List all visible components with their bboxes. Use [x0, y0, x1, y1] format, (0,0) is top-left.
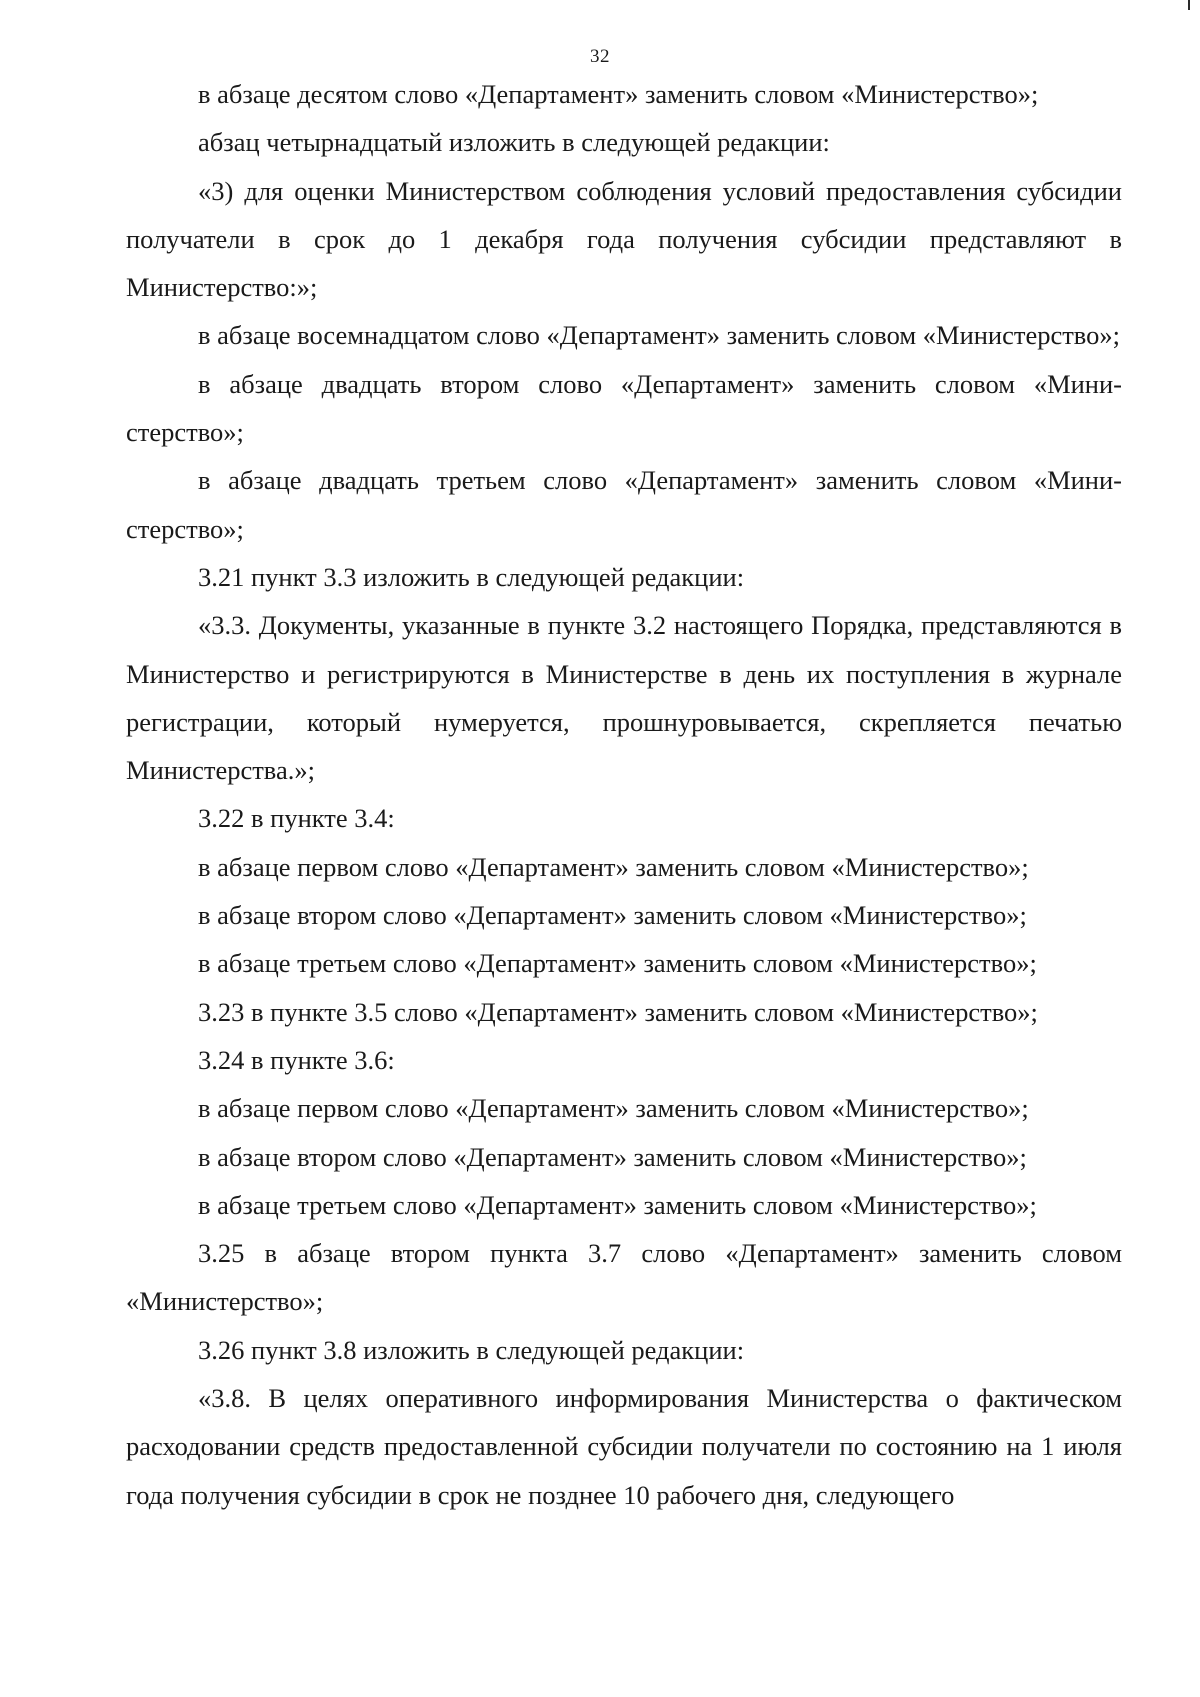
- paragraph: в абзаце третьем слово «Департамент» заменить словом «Министерство»;: [198, 948, 1037, 979]
- paragraph: абзац четырнадцатый изложить в следующей редакции:: [198, 127, 830, 158]
- paragraph: 3.23 в пункте 3.5 слово «Департамент» заменить словом «Министерство»;: [198, 996, 1038, 1027]
- paragraph: в абзаце десятом слово «Департамент» заменить словом «Министерство»;: [198, 79, 1039, 109]
- paragraph: 3.22 в пункте 3.4:: [198, 803, 395, 834]
- paragraph: в абзаце двадцать втором слово «Департамент» заменить словом «Министерство»;: [126, 368, 1122, 448]
- paragraph: в абзаце двадцать третьем слово «Департамент» заменить словом «Министерство»;: [126, 465, 1122, 544]
- paragraph: 3.21 пункт 3.3 изложить в следующей редакции:: [198, 561, 745, 592]
- scan-edge-mark: [1188, 0, 1190, 10]
- paragraph: «3.8. В целях оперативного информирования Министерства о фактическом расходовании средств предоставленной субсидии получатели по состоянию на 1 июля года получения субсидии в срок не позднее 10 рабочего дня, следующего: [126, 1383, 1122, 1510]
- paragraph: в абзаце первом слово «Департамент» заменить словом «Министерство»;: [198, 851, 1029, 882]
- paragraph: 3.25 в абзаце втором пункта 3.7 слово «Департамент» заменить словом «Министерство»;: [126, 1238, 1122, 1317]
- paragraph: «3) для оценки Министерством соблюдения условий предоставления субсидии получатели в срок до 1 декабря года получения субсидии представляют в Министерство:»;: [126, 175, 1122, 303]
- paragraph: в абзаце втором слово «Департамент» заменить словом «Министерство»;: [198, 900, 1027, 931]
- page-number: 32: [590, 46, 610, 67]
- paragraph: в абзаце втором слово «Департамент» заменить словом «Министерство»;: [198, 1141, 1027, 1172]
- paragraph: в абзаце восемнадцатом слово «Департамент» заменить словом «Министерство»;: [198, 320, 1121, 351]
- paragraph: в абзаце первом слово «Департамент» заменить словом «Министерство»;: [198, 1093, 1029, 1124]
- paragraph: 3.26 пункт 3.8 изложить в следующей редакции:: [198, 1334, 745, 1365]
- paragraph: 3.24 в пункте 3.6:: [198, 1044, 395, 1075]
- document-body: [126, 70, 1122, 1519]
- paragraph: в абзаце третьем слово «Департамент» заменить словом «Министерство»;: [198, 1189, 1037, 1220]
- paragraph: «3.3. Документы, указанные в пункте 3.2 настоящего Порядка, представляются в Министерство и регистрируются в Министерстве в день их поступления в журнале регистрации, который нумеруется, прошнуровывается, скрепляется печатью Министерства.»;: [126, 610, 1122, 786]
